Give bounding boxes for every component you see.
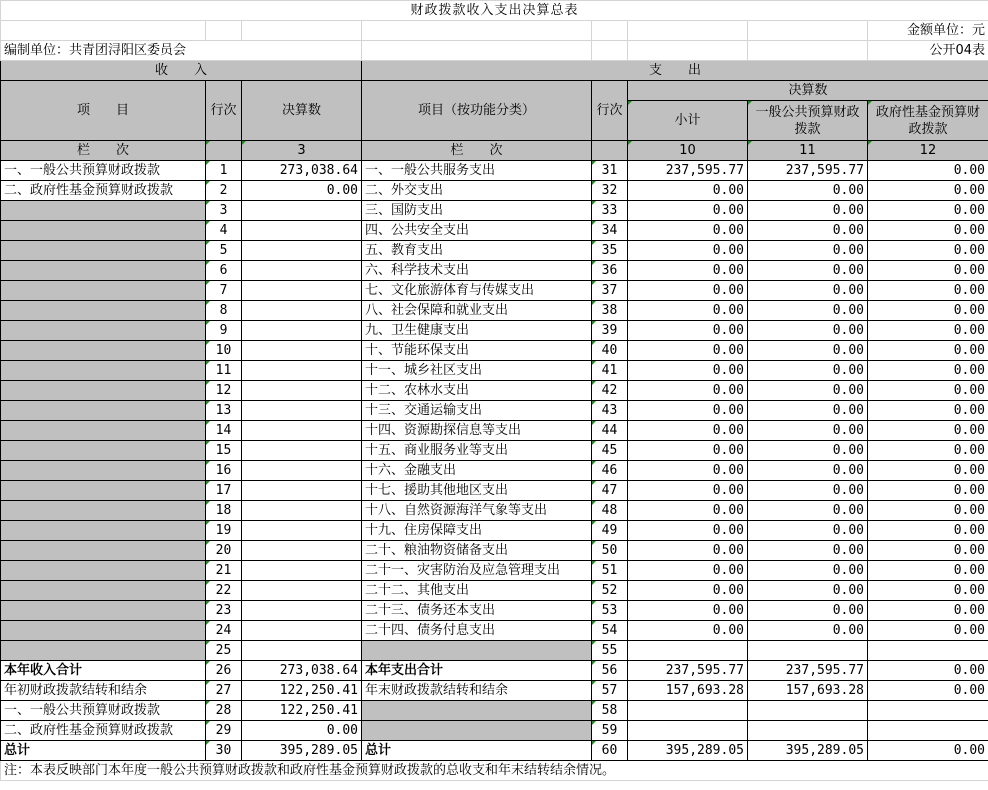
expense-subtotal <box>628 641 748 661</box>
income-amount <box>242 321 362 341</box>
expense-subtotal: 0.00 <box>628 301 748 321</box>
income-line-no: 18 <box>206 501 242 521</box>
income-item <box>1 441 206 461</box>
expense-gov-fund: 0.00 <box>868 361 988 381</box>
expense-subtotal: 237,595.77 <box>628 161 748 181</box>
expense-line-no: 58 <box>592 701 628 721</box>
expense-line-no: 47 <box>592 481 628 501</box>
income-amount: 122,250.41 <box>242 701 362 721</box>
table-row <box>1 661 988 681</box>
income-line-no: 24 <box>206 621 242 641</box>
expense-subtotal: 0.00 <box>628 581 748 601</box>
final-amount-header: 决算数 <box>242 81 362 141</box>
expense-subtotal: 0.00 <box>628 221 748 241</box>
income-amount: 0.00 <box>242 721 362 741</box>
column-no-3: 3 <box>242 141 362 161</box>
income-amount <box>242 401 362 421</box>
expense-gov-fund: 0.00 <box>868 161 988 181</box>
income-line-no: 5 <box>206 241 242 261</box>
expense-item: 七、文化旅游体育与传媒支出 <box>362 281 592 301</box>
gov-fund-header: 政府性基金预算财政拨款 <box>868 101 988 141</box>
expense-subtotal: 237,595.77 <box>628 661 748 681</box>
income-amount <box>242 201 362 221</box>
line-header: 行次 <box>206 81 242 141</box>
expense-gov-fund: 0.00 <box>868 281 988 301</box>
income-amount <box>242 241 362 261</box>
org-label: 编制单位：共青团浔阳区委员会 <box>1 41 362 61</box>
income-item: 二、政府性基金预算财政拨款 <box>1 721 206 741</box>
table-row <box>1 481 988 501</box>
table-row <box>1 301 988 321</box>
expense-item: 十一、城乡社区支出 <box>362 361 592 381</box>
expense-subtotal: 0.00 <box>628 341 748 361</box>
table-row <box>1 541 988 561</box>
expense-subtotal: 0.00 <box>628 561 748 581</box>
expense-item: 十六、金融支出 <box>362 461 592 481</box>
table-row <box>1 741 988 761</box>
expense-line-no: 37 <box>592 281 628 301</box>
form-code: 公开04表 <box>868 41 988 61</box>
expense-general-budget: 0.00 <box>748 201 868 221</box>
expense-item: 十五、商业服务业等支出 <box>362 441 592 461</box>
income-line-no: 7 <box>206 281 242 301</box>
income-amount <box>242 561 362 581</box>
expense-general-budget: 0.00 <box>748 241 868 261</box>
expense-general-budget: 0.00 <box>748 321 868 341</box>
table-row <box>1 641 988 661</box>
income-line-no: 4 <box>206 221 242 241</box>
income-item <box>1 381 206 401</box>
expense-item: 二、外交支出 <box>362 181 592 201</box>
expense-gov-fund: 0.00 <box>868 741 988 761</box>
expense-line-no: 59 <box>592 721 628 741</box>
expense-subtotal: 0.00 <box>628 441 748 461</box>
expense-gov-fund: 0.00 <box>868 461 988 481</box>
expense-subtotal: 0.00 <box>628 461 748 481</box>
income-line-no: 17 <box>206 481 242 501</box>
expense-item <box>362 641 592 661</box>
expense-item: 十九、住房保障支出 <box>362 521 592 541</box>
income-item <box>1 601 206 621</box>
income-item <box>1 201 206 221</box>
expense-general-budget: 237,595.77 <box>748 661 868 681</box>
expense-gov-fund: 0.00 <box>868 421 988 441</box>
income-line-no: 9 <box>206 321 242 341</box>
general-budget-header: 一般公共预算财政拨款 <box>748 101 868 141</box>
expense-line-no: 46 <box>592 461 628 481</box>
income-amount: 0.00 <box>242 181 362 201</box>
income-amount <box>242 361 362 381</box>
footnote: 注：本表反映部门本年度一般公共预算财政拨款和政府性基金预算财政拨款的总收支和年末结转结余情况。 <box>1 761 988 781</box>
expense-item: 三、国防支出 <box>362 201 592 221</box>
expense-line-no: 31 <box>592 161 628 181</box>
expense-subtotal: 0.00 <box>628 521 748 541</box>
expense-gov-fund: 0.00 <box>868 401 988 421</box>
expense-subtotal: 0.00 <box>628 601 748 621</box>
expense-subtotal: 0.00 <box>628 621 748 641</box>
income-amount <box>242 641 362 661</box>
income-amount <box>242 381 362 401</box>
expense-gov-fund: 0.00 <box>868 581 988 601</box>
income-amount <box>242 601 362 621</box>
expense-line-no: 34 <box>592 221 628 241</box>
expense-subtotal: 157,693.28 <box>628 681 748 701</box>
income-line-no: 23 <box>206 601 242 621</box>
income-item <box>1 421 206 441</box>
income-line-no: 16 <box>206 461 242 481</box>
expense-gov-fund <box>868 721 988 741</box>
table-row <box>1 261 988 281</box>
expense-general-budget: 0.00 <box>748 281 868 301</box>
expense-general-budget: 0.00 <box>748 621 868 641</box>
table-row <box>1 161 988 181</box>
income-line-no: 19 <box>206 521 242 541</box>
income-line-no: 6 <box>206 261 242 281</box>
expense-line-no: 41 <box>592 361 628 381</box>
income-amount <box>242 621 362 641</box>
expense-item: 四、公共安全支出 <box>362 221 592 241</box>
table-row <box>1 181 988 201</box>
expense-line-no: 55 <box>592 641 628 661</box>
expense-general-budget: 0.00 <box>748 461 868 481</box>
expense-gov-fund: 0.00 <box>868 201 988 221</box>
expense-general-budget <box>748 641 868 661</box>
expense-general-budget: 0.00 <box>748 481 868 501</box>
expense-gov-fund <box>868 701 988 721</box>
income-item <box>1 321 206 341</box>
income-line-no: 10 <box>206 341 242 361</box>
expense-general-budget: 0.00 <box>748 181 868 201</box>
table-row <box>1 221 988 241</box>
expense-general-budget: 0.00 <box>748 521 868 541</box>
income-amount <box>242 221 362 241</box>
table-row <box>1 581 988 601</box>
expense-line-no: 38 <box>592 301 628 321</box>
expense-line-no: 33 <box>592 201 628 221</box>
income-item <box>1 561 206 581</box>
income-line-no: 13 <box>206 401 242 421</box>
income-item <box>1 341 206 361</box>
table-row <box>1 421 988 441</box>
expense-gov-fund: 0.00 <box>868 681 988 701</box>
expense-subtotal: 0.00 <box>628 261 748 281</box>
expense-gov-fund: 0.00 <box>868 521 988 541</box>
table-row <box>1 721 988 741</box>
expense-general-budget: 0.00 <box>748 381 868 401</box>
income-amount <box>242 521 362 541</box>
table-row <box>1 621 988 641</box>
expense-subtotal: 0.00 <box>628 361 748 381</box>
table-row <box>1 521 988 541</box>
expense-subtotal: 0.00 <box>628 501 748 521</box>
expense-gov-fund: 0.00 <box>868 321 988 341</box>
expense-line-no: 43 <box>592 401 628 421</box>
expense-line-no: 42 <box>592 381 628 401</box>
income-item: 一、一般公共预算财政拨款 <box>1 161 206 181</box>
income-item <box>1 541 206 561</box>
table-row <box>1 561 988 581</box>
expense-general-budget: 157,693.28 <box>748 681 868 701</box>
income-item <box>1 301 206 321</box>
expense-gov-fund: 0.00 <box>868 181 988 201</box>
income-item: 一、一般公共预算财政拨款 <box>1 701 206 721</box>
income-item <box>1 361 206 381</box>
column-no-10: 10 <box>628 141 748 161</box>
income-line-no: 15 <box>206 441 242 461</box>
expense-general-budget: 237,595.77 <box>748 161 868 181</box>
expense-general-budget: 0.00 <box>748 441 868 461</box>
column-label-2: 栏 次 <box>362 141 592 161</box>
income-amount <box>242 461 362 481</box>
income-item <box>1 241 206 261</box>
expense-gov-fund: 0.00 <box>868 261 988 281</box>
expense-item: 二十三、债务还本支出 <box>362 601 592 621</box>
income-line-no: 1 <box>206 161 242 181</box>
expense-subtotal: 0.00 <box>628 281 748 301</box>
income-amount: 122,250.41 <box>242 681 362 701</box>
income-amount: 273,038.64 <box>242 161 362 181</box>
expense-gov-fund: 0.00 <box>868 501 988 521</box>
income-amount <box>242 481 362 501</box>
expense-line-no: 35 <box>592 241 628 261</box>
expense-subtotal <box>628 701 748 721</box>
income-header: 收 入 <box>1 61 362 81</box>
expense-subtotal: 0.00 <box>628 421 748 441</box>
expense-item: 十七、援助其他地区支出 <box>362 481 592 501</box>
expense-line-no: 49 <box>592 521 628 541</box>
expense-item: 十四、资源勘探信息等支出 <box>362 421 592 441</box>
table-row <box>1 501 988 521</box>
income-item <box>1 581 206 601</box>
expense-line-no: 44 <box>592 421 628 441</box>
expense-item: 八、社会保障和就业支出 <box>362 301 592 321</box>
income-line-no: 11 <box>206 361 242 381</box>
income-line-no: 3 <box>206 201 242 221</box>
income-amount <box>242 341 362 361</box>
expense-general-budget <box>748 701 868 721</box>
table-row <box>1 281 988 301</box>
income-amount <box>242 261 362 281</box>
table-row <box>1 601 988 621</box>
final-amount-header-2: 决算数 <box>628 81 988 101</box>
income-line-no: 8 <box>206 301 242 321</box>
income-item: 二、政府性基金预算财政拨款 <box>1 181 206 201</box>
expense-gov-fund: 0.00 <box>868 221 988 241</box>
income-line-no: 12 <box>206 381 242 401</box>
income-item <box>1 281 206 301</box>
income-amount <box>242 501 362 521</box>
income-item <box>1 521 206 541</box>
table-row <box>1 241 988 261</box>
expense-gov-fund: 0.00 <box>868 561 988 581</box>
subtotal-header: 小计 <box>628 101 748 141</box>
expense-line-no: 53 <box>592 601 628 621</box>
expense-item <box>362 721 592 741</box>
income-line-no: 27 <box>206 681 242 701</box>
table-row <box>1 341 988 361</box>
expense-item: 十八、自然资源海洋气象等支出 <box>362 501 592 521</box>
income-item: 总计 <box>1 741 206 761</box>
income-item: 本年收入合计 <box>1 661 206 681</box>
expense-line-no: 51 <box>592 561 628 581</box>
expense-general-budget: 0.00 <box>748 401 868 421</box>
income-amount <box>242 441 362 461</box>
expense-subtotal <box>628 721 748 741</box>
table-row <box>1 361 988 381</box>
income-item <box>1 401 206 421</box>
line-header-2: 行次 <box>592 81 628 141</box>
column-no-11: 11 <box>748 141 868 161</box>
expense-line-no: 52 <box>592 581 628 601</box>
income-item <box>1 461 206 481</box>
income-line-no: 20 <box>206 541 242 561</box>
expense-general-budget: 0.00 <box>748 221 868 241</box>
expense-line-no: 32 <box>592 181 628 201</box>
expense-item: 总计 <box>362 741 592 761</box>
expense-subtotal: 0.00 <box>628 241 748 261</box>
expense-line-no: 48 <box>592 501 628 521</box>
income-item: 年初财政拨款结转和结余 <box>1 681 206 701</box>
income-item <box>1 481 206 501</box>
income-amount <box>242 421 362 441</box>
income-line-no: 30 <box>206 741 242 761</box>
table-row <box>1 441 988 461</box>
expense-line-no: 57 <box>592 681 628 701</box>
expense-line-no: 56 <box>592 661 628 681</box>
expense-item: 本年支出合计 <box>362 661 592 681</box>
expense-item: 二十四、债务付息支出 <box>362 621 592 641</box>
expense-gov-fund: 0.00 <box>868 601 988 621</box>
income-item <box>1 261 206 281</box>
income-amount: 395,289.05 <box>242 741 362 761</box>
table-row <box>1 401 988 421</box>
expense-subtotal: 0.00 <box>628 381 748 401</box>
income-item <box>1 641 206 661</box>
expense-gov-fund: 0.00 <box>868 661 988 681</box>
expense-general-budget: 0.00 <box>748 541 868 561</box>
income-line-no: 22 <box>206 581 242 601</box>
expense-general-budget: 395,289.05 <box>748 741 868 761</box>
table-row <box>1 321 988 341</box>
expense-gov-fund: 0.00 <box>868 481 988 501</box>
expense-general-budget: 0.00 <box>748 361 868 381</box>
expense-general-budget: 0.00 <box>748 601 868 621</box>
expense-item: 九、卫生健康支出 <box>362 321 592 341</box>
expense-general-budget: 0.00 <box>748 501 868 521</box>
expense-line-no: 40 <box>592 341 628 361</box>
table-row <box>1 201 988 221</box>
income-line-no: 26 <box>206 661 242 681</box>
expense-gov-fund <box>868 641 988 661</box>
expense-subtotal: 0.00 <box>628 401 748 421</box>
income-line-no: 25 <box>206 641 242 661</box>
expense-subtotal: 0.00 <box>628 321 748 341</box>
table-row <box>1 681 988 701</box>
income-amount <box>242 281 362 301</box>
expense-item: 十二、农林水支出 <box>362 381 592 401</box>
income-amount <box>242 581 362 601</box>
expense-line-no: 54 <box>592 621 628 641</box>
expense-gov-fund: 0.00 <box>868 241 988 261</box>
expense-general-budget: 0.00 <box>748 301 868 321</box>
expense-line-no: 39 <box>592 321 628 341</box>
expense-line-no: 45 <box>592 441 628 461</box>
item-header: 项 目 <box>1 81 206 141</box>
expense-item: 十、节能环保支出 <box>362 341 592 361</box>
expense-item: 年末财政拨款结转和结余 <box>362 681 592 701</box>
expense-general-budget: 0.00 <box>748 421 868 441</box>
expense-gov-fund: 0.00 <box>868 381 988 401</box>
expense-subtotal: 395,289.05 <box>628 741 748 761</box>
column-no-12: 12 <box>868 141 988 161</box>
expense-item: 二十一、灾害防治及应急管理支出 <box>362 561 592 581</box>
column-label: 栏 次 <box>1 141 206 161</box>
page-title: 财政拨款收入支出决算总表 <box>1 1 988 21</box>
expense-item: 五、教育支出 <box>362 241 592 261</box>
income-amount <box>242 301 362 321</box>
expense-general-budget: 0.00 <box>748 561 868 581</box>
expense-subtotal: 0.00 <box>628 481 748 501</box>
expense-general-budget: 0.00 <box>748 581 868 601</box>
expense-subtotal: 0.00 <box>628 541 748 561</box>
expense-gov-fund: 0.00 <box>868 301 988 321</box>
expense-gov-fund: 0.00 <box>868 621 988 641</box>
expense-item: 二十、粮油物资储备支出 <box>362 541 592 561</box>
expense-line-no: 36 <box>592 261 628 281</box>
unit-label: 金额单位：元 <box>868 21 988 41</box>
expense-subtotal: 0.00 <box>628 201 748 221</box>
table-row <box>1 701 988 721</box>
expense-item: 二十二、其他支出 <box>362 581 592 601</box>
income-line-no: 14 <box>206 421 242 441</box>
income-item <box>1 621 206 641</box>
income-item <box>1 221 206 241</box>
expense-item: 十三、交通运输支出 <box>362 401 592 421</box>
expense-gov-fund: 0.00 <box>868 541 988 561</box>
expense-gov-fund: 0.00 <box>868 441 988 461</box>
income-amount <box>242 541 362 561</box>
expense-gov-fund: 0.00 <box>868 341 988 361</box>
expense-line-no: 60 <box>592 741 628 761</box>
expense-item: 一、一般公共服务支出 <box>362 161 592 181</box>
income-line-no: 21 <box>206 561 242 581</box>
func-item-header: 项目（按功能分类） <box>362 81 592 141</box>
income-line-no: 28 <box>206 701 242 721</box>
income-item <box>1 501 206 521</box>
expense-header: 支 出 <box>362 61 988 81</box>
income-amount: 273,038.64 <box>242 661 362 681</box>
table-row <box>1 381 988 401</box>
table-row <box>1 461 988 481</box>
expense-line-no: 50 <box>592 541 628 561</box>
expense-general-budget: 0.00 <box>748 261 868 281</box>
expense-general-budget <box>748 721 868 741</box>
income-line-no: 29 <box>206 721 242 741</box>
income-line-no: 2 <box>206 181 242 201</box>
expense-item: 六、科学技术支出 <box>362 261 592 281</box>
expense-item <box>362 701 592 721</box>
expense-general-budget: 0.00 <box>748 341 868 361</box>
expense-subtotal: 0.00 <box>628 181 748 201</box>
